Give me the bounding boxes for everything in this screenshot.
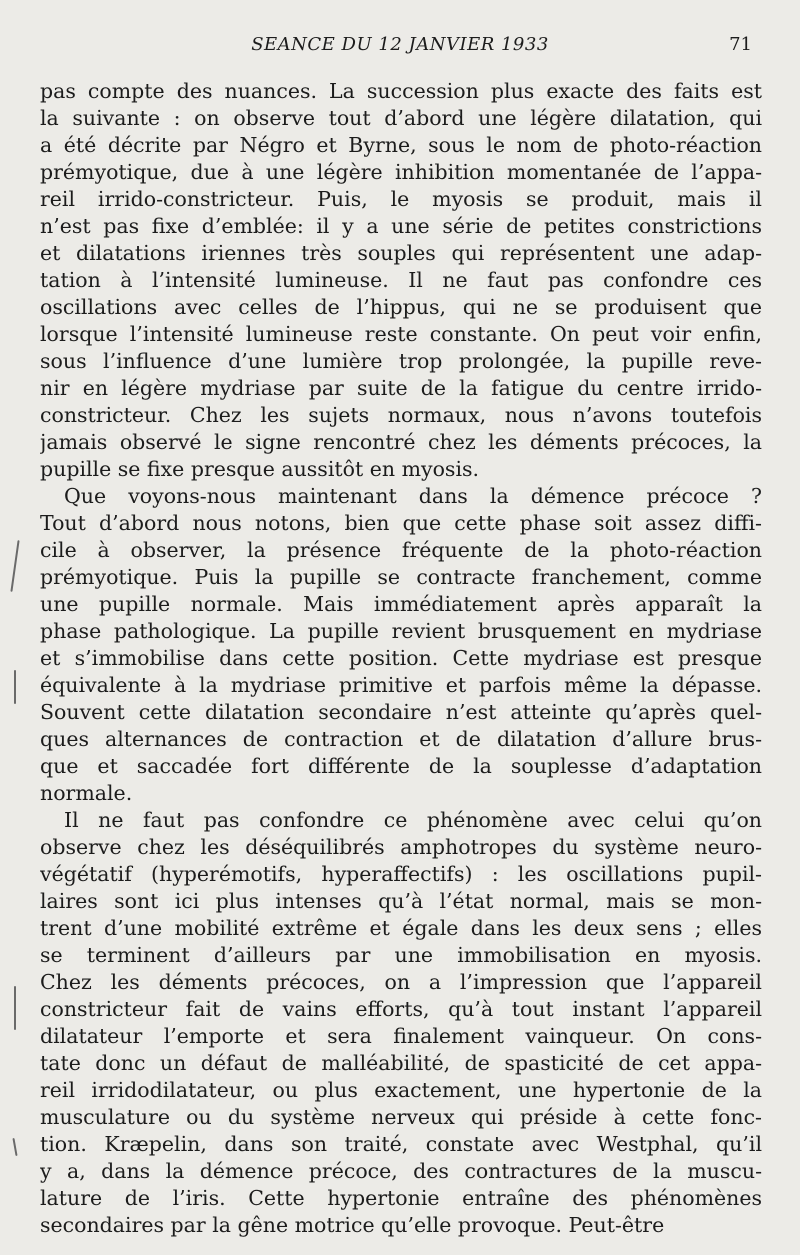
text-line: lorsque l’intensité lumineuse reste constante. On peut voir enfin, [40,322,762,346]
margin-pencil-mark [10,540,19,592]
text-line: prémyotique. Puis la pupille se contracte franchement, comme [40,565,762,589]
text-line: pupille se fixe presque aussitôt en myosis. [40,457,480,481]
text-line: tate donc un défaut de malléabilité, de spasticité de cet appa- [40,1051,762,1075]
text-line: la suivante : on observe tout d’abord une légère dilatation, qui [40,106,762,130]
text-line: équivalente à la mydriase primitive et parfois même la dépasse. [40,673,762,697]
text-line: et s’immobilise dans cette position. Cette mydriase est presque [40,646,762,670]
margin-pencil-mark [14,986,16,1030]
text-line: jamais observé le signe rencontré chez les déments précoces, la [40,430,762,454]
text-line: oscillations avec celles de l’hippus, qui ne se produisent que [40,295,762,319]
text-line: Que voyons-nous maintenant dans la démence précoce ? [64,484,762,508]
text-line: nir en légère mydriase par suite de la fatigue du centre irrido- [40,376,762,400]
text-line: observe chez les déséquilibrés amphotropes du système neuro- [40,835,762,859]
page-number: 71 [729,34,752,55]
text-line: trent d’une mobilité extrême et égale dans les deux sens ; elles [40,916,762,940]
text-line: constricteur fait de vains efforts, qu’à tout instant l’appareil [40,997,762,1021]
text-line: tion. Kræpelin, dans son traité, constate avec Westphal, qu’il [40,1132,762,1156]
text-line: a été décrite par Négro et Byrne, sous le nom de photo-réaction [40,133,762,157]
paragraph [40,807,762,1239]
text-line: y a, dans la démence précoce, des contractures de la muscu- [40,1159,762,1183]
text-line: que et saccadée fort différente de la souplesse d’adaptation [40,754,762,778]
text-line: cile à observer, la présence fréquente de la photo-réaction [40,538,762,562]
text-line: une pupille normale. Mais immédiatement après apparaît la [40,592,762,616]
text-line: et dilatations iriennes très souples qui représentent une adap- [40,241,762,265]
text-line: Tout d’abord nous notons, bien que cette phase soit assez diffi- [40,511,762,535]
text-line: secondaires par la gêne motrice qu’elle provoque. Peut-être [40,1213,665,1237]
text-line: prémyotique, due à une légère inhibition momentanée de l’appa- [40,160,762,184]
text-line: lature de l’iris. Cette hypertonie entraîne des phénomènes [40,1186,762,1210]
text-line: laires sont ici plus intenses qu’à l’état normal, mais se mon- [40,889,762,913]
body-text [40,78,762,1239]
text-line: phase pathologique. La pupille revient brusquement en mydriase [40,619,762,643]
paragraph [40,78,762,483]
text-line: végétatif (hyperémotifs, hyperaffectifs) : les oscillations pupil- [40,862,762,886]
text-line: n’est pas fixe d’emblée: il y a une série de petites constrictions [40,214,762,238]
text-line: constricteur. Chez les sujets normaux, nous n’avons toutefois [40,403,762,427]
text-line: ques alternances de contraction et de dilatation d’allure brus- [40,727,762,751]
running-title: SEANCE DU 12 JANVIER 1933 [251,34,549,55]
text-line: dilatateur l’emporte et sera finalement vainqueur. On cons- [40,1024,762,1048]
text-line: reil irrido-constricteur. Puis, le myosis se produit, mais il [40,187,762,211]
margin-pencil-mark [14,670,16,704]
text-line: sous l’influence d’une lumière trop prolongée, la pupille reve- [40,349,762,373]
paragraph [40,483,762,807]
text-line: musculature ou du système nerveux qui préside à cette fonc- [40,1105,762,1129]
margin-pencil-mark [12,1138,17,1156]
text-line: Souvent cette dilatation secondaire n’est atteinte qu’après quel- [40,700,762,724]
text-line: reil irridodilatateur, ou plus exactement, une hypertonie de la [40,1078,762,1102]
text-line: se terminent d’ailleurs par une immobilisation en myosis. [40,943,762,967]
text-line: pas compte des nuances. La succession plus exacte des faits est [40,79,762,103]
text-line: Chez les déments précoces, on a l’impression que l’appareil [40,970,762,994]
text-line: normale. [40,781,133,805]
running-head [40,34,760,58]
text-line: tation à l’intensité lumineuse. Il ne faut pas confondre ces [40,268,762,292]
text-line: Il ne faut pas confondre ce phénomène avec celui qu’on [64,808,762,832]
